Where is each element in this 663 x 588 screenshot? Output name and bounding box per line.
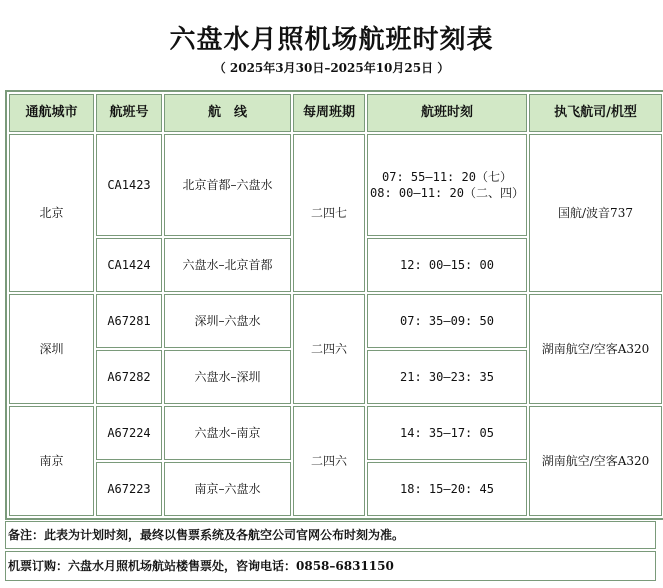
flight-no-cell: A67223	[96, 462, 162, 516]
header-city: 通航城市	[9, 94, 94, 132]
flight-timetable	[5, 90, 663, 520]
flight-no-cell: CA1423	[96, 134, 162, 236]
schedule-time: 08: 00–11: 20（二、四）	[370, 186, 524, 200]
table-row	[9, 406, 662, 460]
flight-no-cell: A67282	[96, 350, 162, 404]
schedule-cell	[367, 134, 527, 236]
header-flight-no: 航班号	[96, 94, 162, 132]
date-range-subtitle: （ 2025年3月30日–2025年10月25日 ）	[213, 61, 450, 75]
schedule-cell: 14: 35–17: 05	[367, 406, 527, 460]
route-cell: 南京–六盘水	[164, 462, 291, 516]
route-cell: 北京首都–六盘水	[164, 134, 291, 236]
route-cell: 六盘水–深圳	[164, 350, 291, 404]
airline-cell: 国航/波音737	[529, 134, 662, 292]
route-cell: 六盘水–北京首都	[164, 238, 291, 292]
city-cell: 北京	[9, 134, 94, 292]
schedule-cell: 18: 15–20: 45	[367, 462, 527, 516]
page-title: 六盘水月照机场航班时刻表	[169, 25, 494, 55]
schedule-cell: 07: 35–09: 50	[367, 294, 527, 348]
weekly-days-cell: 二四六	[293, 294, 365, 404]
city-cell: 深圳	[9, 294, 94, 404]
table-row	[9, 294, 662, 348]
airline-cell: 湖南航空/空客A320	[529, 406, 662, 516]
remarks-note: 备注：此表为计划时刻，最终以售票系统及各航空公司官网公布时刻为准。	[5, 521, 656, 549]
flight-no-cell: A67281	[96, 294, 162, 348]
schedule-time: 07: 55–11: 20（七）	[382, 170, 512, 184]
flight-no-cell: CA1424	[96, 238, 162, 292]
schedule-cell: 21: 30–23: 35	[367, 350, 527, 404]
airline-cell: 湖南航空/空客A320	[529, 294, 662, 404]
header-schedule: 航班时刻	[367, 94, 527, 132]
schedule-cell: 12: 00–15: 00	[367, 238, 527, 292]
header-weekly-days: 每周班期	[293, 94, 365, 132]
table-header-row	[9, 94, 662, 132]
ticketing-info: 机票订购：六盘水月照机场航站楼售票处，咨询电话：0858–6831150	[5, 551, 656, 581]
table-row	[9, 134, 662, 236]
route-cell: 六盘水–南京	[164, 406, 291, 460]
header-route: 航 线	[164, 94, 291, 132]
weekly-days-cell: 二四七	[293, 134, 365, 292]
weekly-days-cell: 二四六	[293, 406, 365, 516]
flight-no-cell: A67224	[96, 406, 162, 460]
header-airline-aircraft: 执飞航司/机型	[529, 94, 662, 132]
city-cell: 南京	[9, 406, 94, 516]
route-cell: 深圳–六盘水	[164, 294, 291, 348]
